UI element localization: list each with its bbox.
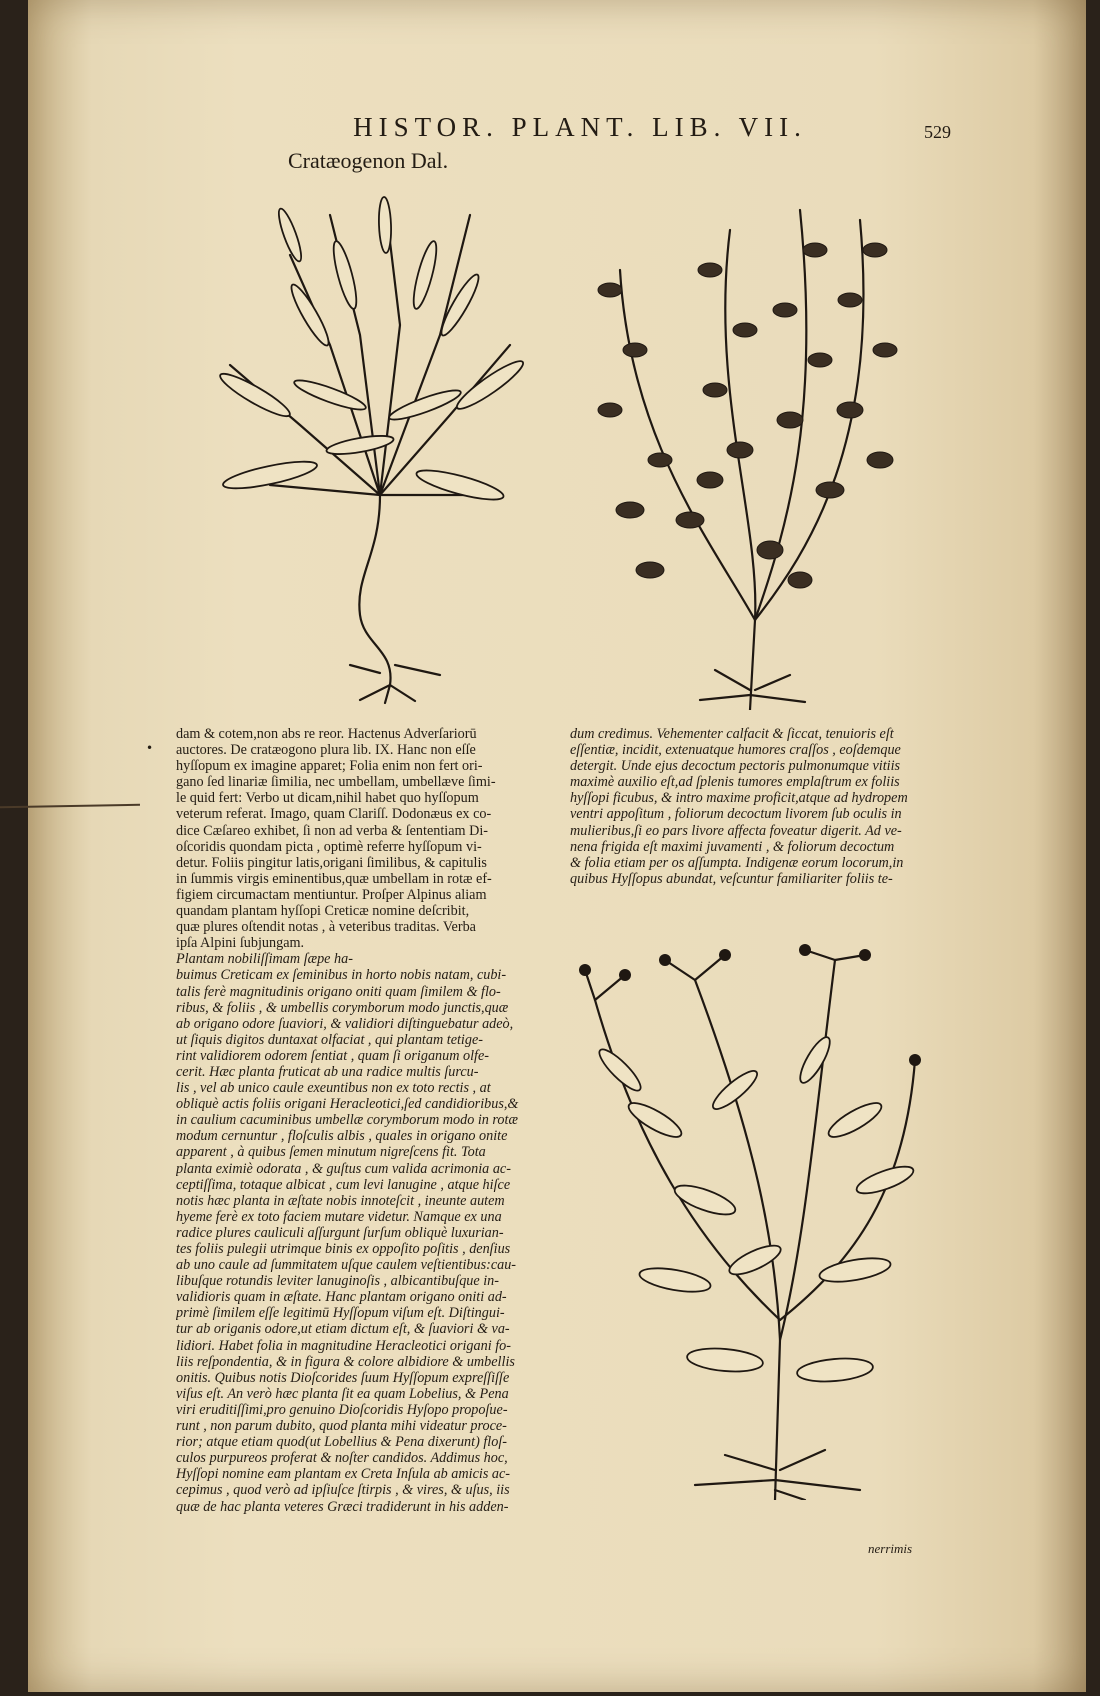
text-line: ab uno caule ad ſummitatem uſque caulem veſtientibus:cau-	[176, 1257, 517, 1274]
text-line: cepimus , quod verò ad ipſiuſce ſtirpis , & vires, & uſus, iis	[176, 1482, 510, 1499]
margin-mark: •	[146, 741, 154, 755]
text-line: modum cernuntur , floſculis albis , quales in origano onite	[176, 1128, 508, 1145]
text-line: dum credimus. Vehementer calfacit & ſiccat, tenuioris eſt	[570, 726, 894, 742]
text-line: primè ſimilem eſſe legitimū Hyſſopum viſum eſt. Diſtingui-	[176, 1305, 505, 1322]
text-line: quæ plures oſtendit notas , à veteribus traditas. Verba	[176, 919, 476, 936]
woodcut-crataeogenon	[210, 195, 530, 705]
text-line: ceptiſſima, totaque albicat , cum levi lanugine , atque hiſce	[176, 1176, 511, 1193]
text-line: culos purpureos proferat & noſter candidos. Addimus hoc,	[176, 1450, 508, 1467]
text-line: dice Cæſareo exhibet, ſi non ad verba & ſententiam Di-	[176, 822, 489, 839]
text-line: ut ſiquis digitos duntaxat olfaciat , qui plantam tetige-	[176, 1031, 483, 1048]
text-line: figiem circumactam mentiuntur. Proſper Alpinus aliam	[176, 886, 487, 903]
woodcut-hyssop-drawing	[590, 190, 910, 710]
text-line: tur ab origanis odore,ut etiam dictum eſt, & ſuaviori & va-	[176, 1321, 510, 1338]
text-line: tes foliis pulegii utrimque binis ex oppoſito poſitis , denſius	[176, 1241, 511, 1257]
text-line: notis hæc planta in æſtate nobis innoteſcit , ineunte autem	[176, 1192, 505, 1209]
text-line: dam & cotem,non abs re reor. Hactenus Adverſariorū	[176, 726, 477, 742]
woodcut-flowering-plant-drawing	[575, 940, 935, 1500]
text-line: rint validiorem odorem ſentiat , quam ſi origanum olfe-	[176, 1047, 490, 1064]
text-line: viſus eſt. An verò hæc planta ſit ea quam Lobelius, & Pena	[176, 1385, 509, 1402]
text-line: talis ferè magnitudinis origano oniti quam ſimilem & flo-	[176, 983, 501, 1000]
text-line: quandam plantam hyſſopi Creticæ nomine deſcribit,	[176, 903, 470, 920]
text-line: hyſſopum ex imagine apparet; Folia enim non fert ori-	[176, 758, 483, 775]
page-number: 529	[924, 122, 951, 142]
text-line: libuſque rotundis leviter lanuginoſis , albicantibuſque in-	[176, 1273, 500, 1290]
text-line: hyſſopi ficubus, & intro maxime proficit,atque ad hydropem	[570, 790, 908, 807]
text-line: detur. Foliis pingitur latis,origani ſimilibus, & capitulis	[176, 854, 487, 871]
text-line: ab origano odore ſuaviori, & validiori diſtinguebatur adeò,	[176, 1015, 514, 1032]
text-line: quibus Hyſſopus abundat, veſcuntur familiariter foliis te-	[570, 870, 893, 887]
text-line: obliquè actis foliis origani Heracleotici,ſed candidioribus,&	[176, 1096, 519, 1113]
text-line: cerit. Hæc planta fruticat ab una radice multis ſurcu-	[176, 1063, 479, 1080]
text-line: eſſentiæ, incidit, extenuatque humores craſſos , eoſdemque	[570, 742, 901, 759]
text-line: liis reſpondentia, & in figura & colore albidiore & umbellis	[176, 1353, 515, 1370]
text-line: ipſa Alpini ſubjungam.	[176, 935, 305, 952]
text-line: planta eximiè odorata , & guſtus cum valida acrimonia ac-	[176, 1160, 511, 1177]
woodcut-hyssop	[590, 190, 910, 710]
text-line: lidiori. Habet folia in magnitudine Heracleotici origani fo-	[176, 1337, 511, 1354]
text-line: Hyſſopi nomine eam plantam ex Creta Inſula ab amicis ac-	[176, 1466, 511, 1483]
right-column-text	[570, 726, 942, 887]
text-line: Plantam nobiliſſimam ſæpe ha-	[176, 951, 353, 968]
text-line: detergit. Unde ejus decoctum pectoris pulmonumque vitiis	[570, 758, 901, 775]
text-line: oſcoridis quondam picta , optimè referre hyſſopum vi-	[176, 838, 482, 855]
text-line: ventri appoſitum , foliorum decoctum livorem ſub oculis in	[570, 806, 902, 823]
text-line: validioris quam in æſtate. Hanc plantam origano oniti ad-	[176, 1289, 507, 1306]
left-column-text	[176, 726, 540, 1515]
text-line: gano ſed linariæ ſimilia, nec umbellam, umbellæve ſimi-	[176, 774, 496, 791]
text-line: radice plures cauliculi aſſurgunt ſurſum obliquè luxurian-	[176, 1224, 504, 1241]
text-line: ribus, & foliis , & umbellis corymborum modo junctis,quæ	[176, 999, 509, 1016]
text-line: veterum referat. Imago, quam Clariſſ. Dodonæus ex co-	[176, 806, 492, 823]
figure-caption: Cratæogenon Dal.	[288, 148, 449, 173]
text-line: apparent , à quibus ſemen minutum nigreſcens fit. Tota	[176, 1144, 486, 1161]
text-line: & folia etiam per os aſſumpta. Indigenæ eorum locorum,in	[570, 854, 904, 871]
catchword: nerrimis	[868, 1541, 913, 1556]
text-line: mulieribus,ſi eo pars livore affecta foveatur digerit. Ad ve-	[570, 822, 902, 839]
text-line: le quid fert: Verbo ut dicam,nihil habet quo hyſſopum	[176, 790, 479, 807]
text-line: maximè auxilio eſt,ad ſplenis tumores emplaſtrum ex foliis	[570, 774, 900, 791]
text-line: onitis. Quibus notis Dioſcorides ſuum Hyſſopum expreſſiſſe	[176, 1369, 510, 1386]
woodcut-flowering-plant	[575, 940, 935, 1500]
running-title: HISTOR. PLANT. LIB. VII.	[353, 112, 807, 142]
text-line: in caulium cacuminibus umbellæ corymborum modo in rotæ	[176, 1112, 518, 1129]
woodcut-crataeogenon-drawing	[210, 195, 530, 705]
text-line: in ſummis virgis eminentibus,quæ umbellam in rotæ ef-	[176, 870, 492, 887]
text-line: quæ de hac planta veteres Græci tradiderunt in his adden-	[176, 1498, 509, 1515]
text-line: buimus Creticam ex ſeminibus in horto nobis natam, cubi-	[176, 967, 507, 984]
text-line: viri eruditiſſimi,pro genuino Dioſcoridis Hyſopo propoſue-	[176, 1401, 508, 1418]
text-line: nena frigida eſt maximi juvamenti , & foliorum decoctum	[570, 838, 895, 855]
text-line: rior; atque etiam quod(ut Lobellius & Pena dixerunt) floſ-	[176, 1434, 508, 1451]
text-line: auctores. De cratæogono plura lib. IX. Hanc non eſſe	[176, 742, 476, 759]
text-line: lis , vel ab unico caule exeuntibus non ex toto rectis , at	[176, 1080, 491, 1097]
text-line: hyeme ferè ex toto faciem mutare videtur. Namque ex una	[176, 1208, 502, 1225]
text-line: runt , non parum dubito, quod planta mihi videatur proce-	[176, 1418, 507, 1435]
